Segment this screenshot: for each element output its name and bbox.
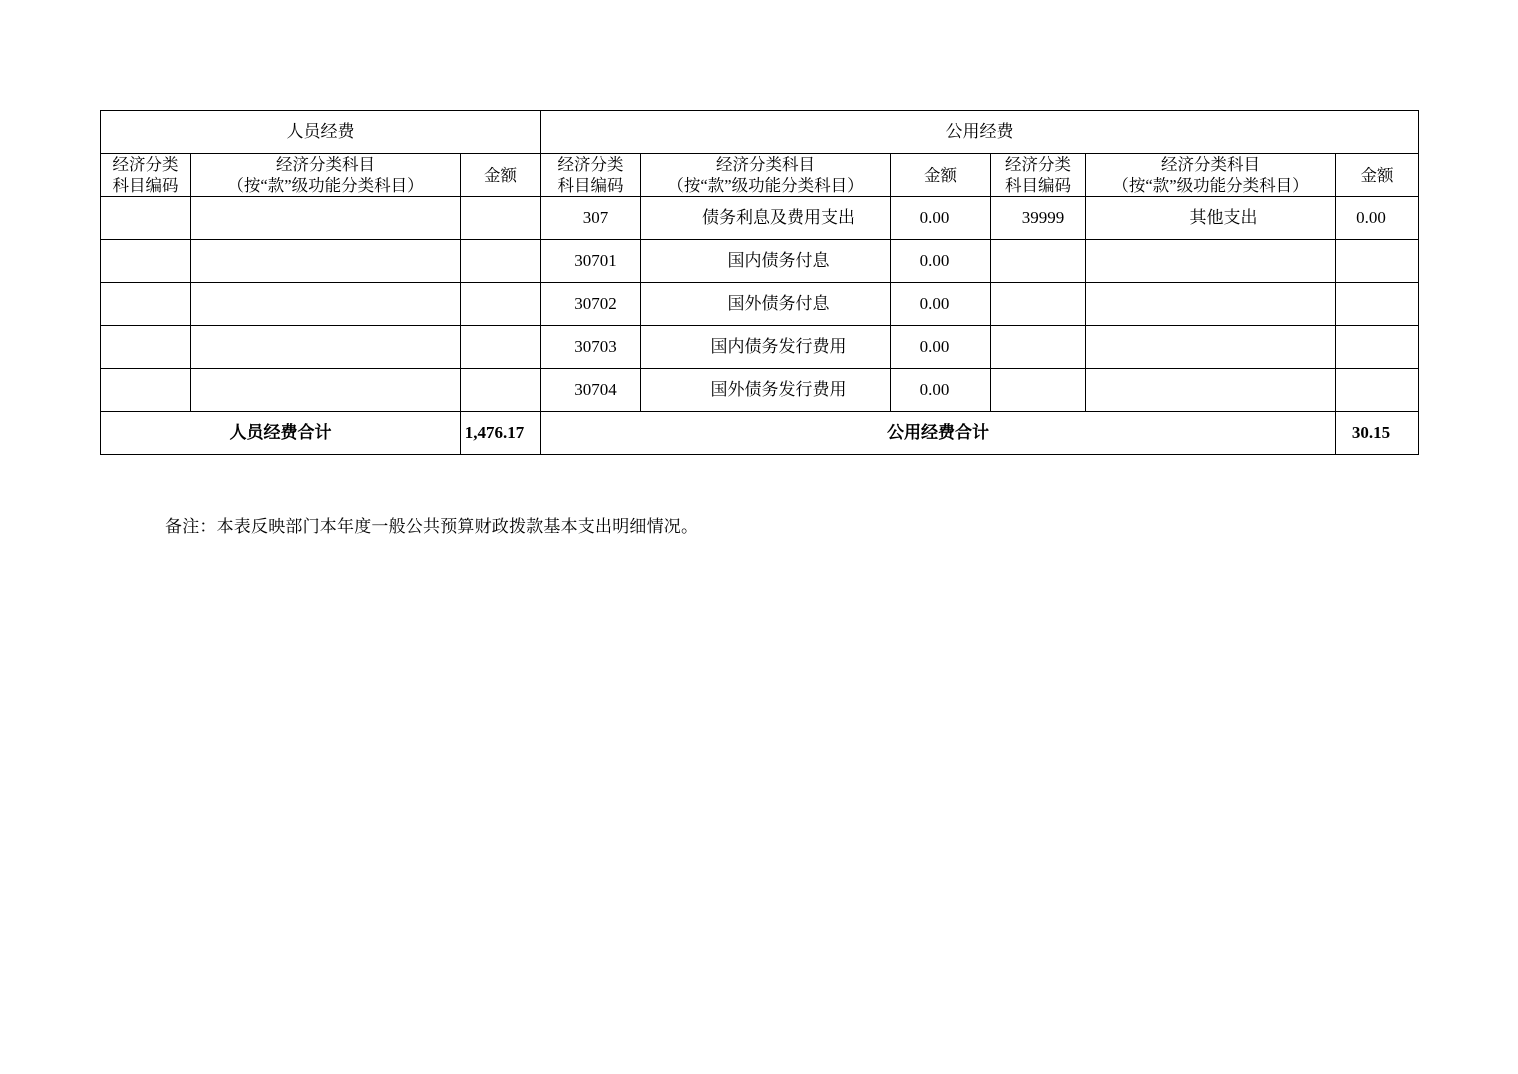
cell-public-a-amount: 0.00: [891, 197, 991, 240]
cell-public-b-code: [991, 369, 1086, 412]
group-header-public: 公用经费: [541, 111, 1419, 154]
cell-public-b-name: 其他支出: [1086, 197, 1336, 240]
budget-table: [100, 110, 1419, 455]
cell-public-b-name: [1086, 240, 1336, 283]
cell-public-b-amount: [1336, 369, 1419, 412]
cell-public-a-code: 30702: [541, 283, 641, 326]
header-public-a-code: 经济分类 科目编码: [541, 154, 641, 197]
header-personnel-subject: 经济分类科目 （按“款”级功能分类科目）: [191, 154, 461, 197]
cell-public-b-amount: 0.00: [1336, 197, 1419, 240]
table-row: [101, 283, 1419, 326]
cell-public-b-amount: [1336, 326, 1419, 369]
header-public-a-subject: 经济分类科目 （按“款”级功能分类科目）: [641, 154, 891, 197]
table-row: [101, 197, 1419, 240]
public-total-amount: 30.15: [1336, 412, 1419, 455]
cell-personnel-name: [191, 283, 461, 326]
cell-personnel-code: [101, 240, 191, 283]
header-public-b-amount: 金额: [1336, 154, 1419, 197]
group-header-personnel: 人员经费: [101, 111, 541, 154]
cell-public-b-code: [991, 283, 1086, 326]
cell-personnel-amount: [461, 240, 541, 283]
personnel-total-label: 人员经费合计: [101, 412, 461, 455]
cell-public-b-amount: [1336, 240, 1419, 283]
cell-public-b-name: [1086, 283, 1336, 326]
cell-public-b-code: [991, 326, 1086, 369]
cell-public-a-name: 债务利息及费用支出: [641, 197, 891, 240]
cell-public-b-code: 39999: [991, 197, 1086, 240]
cell-personnel-code: [101, 283, 191, 326]
cell-personnel-amount: [461, 369, 541, 412]
cell-public-a-code: 30703: [541, 326, 641, 369]
totals-row: [101, 412, 1419, 455]
budget-table-container: [100, 110, 1418, 455]
cell-personnel-name: [191, 240, 461, 283]
cell-public-a-code: 30701: [541, 240, 641, 283]
header-public-a-amount: 金额: [891, 154, 991, 197]
cell-public-b-name: [1086, 326, 1336, 369]
public-total-label: 公用经费合计: [541, 412, 1336, 455]
group-header-row: [101, 111, 1419, 154]
cell-public-a-amount: 0.00: [891, 326, 991, 369]
cell-public-a-name: 国内债务发行费用: [641, 326, 891, 369]
cell-personnel-amount: [461, 197, 541, 240]
cell-public-a-code: 307: [541, 197, 641, 240]
table-row: [101, 369, 1419, 412]
personnel-total-amount: 1,476.17: [461, 412, 541, 455]
table-row: [101, 326, 1419, 369]
cell-public-b-name: [1086, 369, 1336, 412]
cell-public-a-name: 国外债务发行费用: [641, 369, 891, 412]
cell-public-a-name: 国内债务付息: [641, 240, 891, 283]
cell-personnel-name: [191, 369, 461, 412]
cell-public-a-amount: 0.00: [891, 283, 991, 326]
cell-personnel-code: [101, 197, 191, 240]
cell-public-b-code: [991, 240, 1086, 283]
column-header-row: [101, 154, 1419, 197]
table-note: 备注：本表反映部门本年度一般公共预算财政拨款基本支出明细情况。: [165, 517, 699, 536]
cell-personnel-code: [101, 369, 191, 412]
cell-personnel-name: [191, 326, 461, 369]
cell-public-a-amount: 0.00: [891, 369, 991, 412]
cell-personnel-code: [101, 326, 191, 369]
cell-public-a-code: 30704: [541, 369, 641, 412]
cell-personnel-amount: [461, 283, 541, 326]
cell-public-a-amount: 0.00: [891, 240, 991, 283]
header-public-b-subject: 经济分类科目 （按“款”级功能分类科目）: [1086, 154, 1336, 197]
cell-personnel-amount: [461, 326, 541, 369]
header-personnel-amount: 金额: [461, 154, 541, 197]
header-public-b-code: 经济分类 科目编码: [991, 154, 1086, 197]
cell-personnel-name: [191, 197, 461, 240]
cell-public-b-amount: [1336, 283, 1419, 326]
header-personnel-code: 经济分类 科目编码: [101, 154, 191, 197]
table-row: [101, 240, 1419, 283]
cell-public-a-name: 国外债务付息: [641, 283, 891, 326]
